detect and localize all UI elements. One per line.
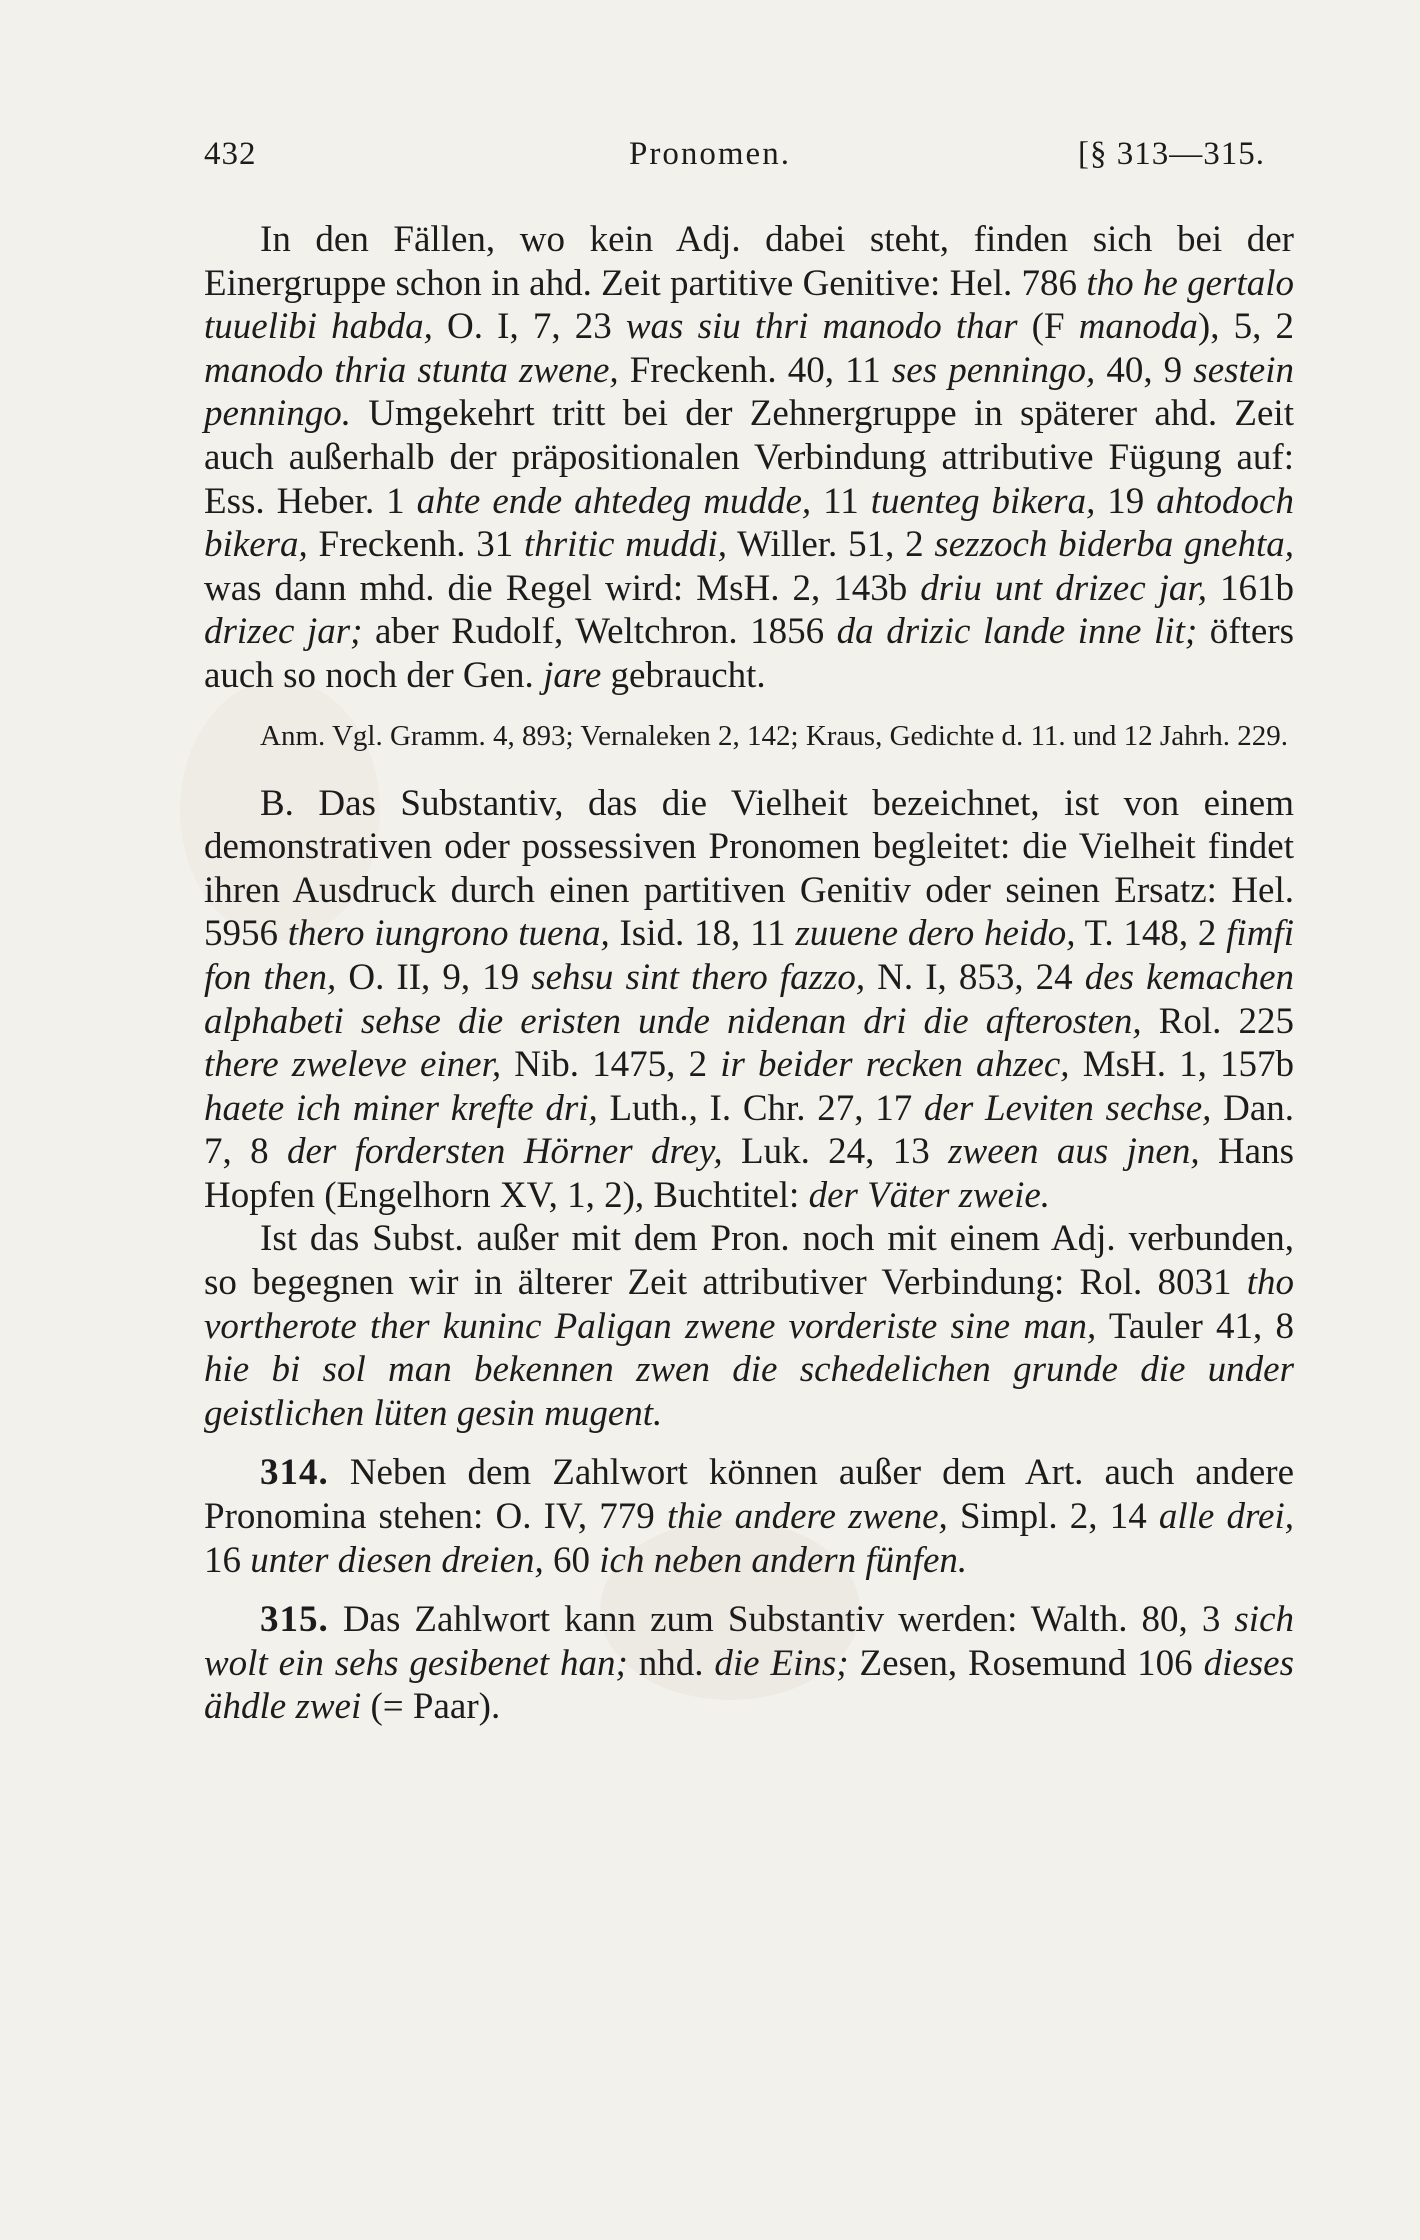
text-segment: thie andere zwene,: [666, 1496, 948, 1538]
text-segment: thritic muddi,: [524, 524, 727, 566]
text-segment: driu unt drizec jar,: [920, 567, 1207, 609]
text-segment: Dan. 7, 8: [204, 1087, 1294, 1173]
paragraph-partitive-genitive: [204, 218, 1294, 698]
text-segment: Nib. 1475, 2: [501, 1044, 721, 1086]
paragraph-section-314: [204, 1451, 1294, 1582]
text-segment: da drizic lande inne lit;: [836, 611, 1198, 653]
text-segment: Anm. Vgl. Gramm. 4, 893; Vernaleken 2, 142; Kraus, Gedichte d. 11. und 12 Jahrh. 229.: [260, 719, 1288, 752]
section-number: 315.: [260, 1599, 329, 1641]
paragraph-section-315: [204, 1598, 1294, 1729]
text-segment: der Väter zweie.: [808, 1174, 1051, 1216]
text-segment: Neben dem Zahlwort können außer dem Art. auch andere Pronomina stehen: O. IV, 779: [204, 1452, 1294, 1538]
text-segment: Das Zahlwort kann zum Substantiv werden: Walth. 80, 3: [328, 1599, 1235, 1641]
text-segment: 60: [543, 1539, 600, 1581]
body-text: [204, 218, 1294, 1729]
text-segment: dieses ähdle zwei: [204, 1642, 1295, 1728]
text-segment: tuenteg bikera,: [870, 480, 1096, 522]
text-segment: der fordersten Hörner drey,: [286, 1131, 723, 1173]
text-segment: 11: [811, 480, 871, 522]
text-segment: ses penningo,: [891, 349, 1096, 391]
page-number: 432: [204, 136, 257, 172]
text-segment: N. I, 853, 24: [865, 956, 1085, 998]
text-segment: was siu thri manodo thar: [625, 306, 1018, 348]
section-reference: [§ 313—315.: [1078, 136, 1265, 172]
text-segment: thero iungrono tuena,: [287, 913, 610, 955]
text-segment: jare: [543, 654, 602, 696]
text-segment: T. 148, 2: [1075, 913, 1227, 955]
text-segment: ir beider recken ahzec,: [720, 1044, 1070, 1086]
text-segment: gebraucht.: [601, 654, 766, 696]
text-segment: ahte ende ahtedeg mudde,: [416, 480, 812, 522]
text-segment: der Leviten sechse,: [923, 1087, 1212, 1129]
text-segment: tho vortherote ther kuninc Paligan zwene vorderiste sine man,: [204, 1262, 1294, 1347]
footnote-anmerkung: [204, 718, 1294, 754]
text-segment: Zesen, Rosemund 106: [848, 1642, 1204, 1684]
running-header: [0, 136, 1420, 186]
text-segment: Luth., I. Chr. 27, 17: [597, 1087, 924, 1129]
text-segment: fimfi fon then,: [204, 913, 1294, 998]
text-segment: manodo thria stunta zwene,: [204, 349, 619, 391]
text-segment: In den Fällen, wo kein Adj. dabei steht, finden sich bei der Einergruppe schon in ahd. Zeit partitive Genitive: Hel. 786: [204, 219, 1294, 304]
text-segment: nhd.: [627, 1642, 715, 1684]
text-segment: des kemachen alphabeti sehse die eristen unde nidenan dri die afterosten,: [204, 956, 1295, 1042]
text-segment: zween aus jnen,: [948, 1131, 1200, 1173]
text-segment: Freckenh. 31: [307, 524, 524, 566]
text-segment: 40, 9: [1095, 349, 1194, 391]
text-segment: Umgekehrt tritt bei der Zehnergruppe in späterer ahd. Zeit auch außerhalb der präpositionalen Verbindung attributive Fügung auf: Ess. Heber. 1: [204, 393, 1294, 522]
paragraph-section-b: [204, 782, 1294, 1218]
text-segment: ich neben andern fünfen.: [599, 1539, 968, 1581]
text-segment: drizec jar;: [204, 611, 363, 653]
text-segment: 161b: [1206, 567, 1294, 609]
text-segment: haete ich miner krefte dri,: [204, 1087, 598, 1129]
text-segment: sezzoch biderba gnehta,: [934, 524, 1294, 566]
text-segment: B. Das Substantiv, das die Vielheit bezeichnet, ist von einem demonstrativen oder possessiven Pronomen begleitet: die Vielheit findet ihren Ausdruck durch einen partitiven Genitiv oder seinen Ersatz: Hel. 5956: [204, 782, 1294, 955]
text-segment: Luk. 24, 13: [722, 1131, 949, 1173]
text-segment: unter diesen dreien,: [250, 1539, 544, 1581]
text-segment: O. I, 7, 23: [432, 306, 626, 348]
text-segment: was dann mhd. die Regel wird: MsH. 2, 143b: [204, 567, 921, 609]
text-segment: Tauler 41, 8: [1096, 1305, 1294, 1347]
text-segment: Ist das Subst. außer mit dem Pron. noch mit einem Adj. verbunden, so begegnen wir in älterer Zeit attributiver Verbindung: Rol. 8031: [204, 1218, 1294, 1304]
text-segment: 16: [204, 1539, 251, 1581]
text-segment: Rol. 225: [1141, 1000, 1294, 1042]
text-segment: ahtodoch bikera,: [204, 480, 1294, 566]
text-segment: Hans Hopfen (Engelhorn XV, 1, 2), Buchtitel:: [204, 1131, 1295, 1216]
text-segment: ), 5, 2: [1197, 306, 1295, 348]
text-segment: Simpl. 2, 14: [947, 1496, 1159, 1538]
running-title: Pronomen.: [629, 136, 791, 172]
text-segment: aber Rudolf, Weltchron. 1856: [362, 611, 837, 653]
text-segment: öfters auch so noch der Gen.: [204, 611, 1294, 696]
text-segment: sestein penningo.: [204, 349, 1294, 435]
text-segment: manoda: [1078, 306, 1198, 348]
text-segment: 19: [1095, 480, 1157, 522]
text-segment: (F: [1017, 306, 1079, 348]
text-segment: sich wolt ein sehs gesibenet han;: [204, 1599, 1294, 1684]
section-number: 314.: [260, 1452, 329, 1494]
text-segment: zuuene dero heido,: [795, 913, 1076, 955]
text-segment: tho he gertalo tuuelibi habda,: [204, 262, 1294, 348]
text-segment: O. II, 9, 19: [336, 956, 532, 998]
text-segment: there zweleve einer,: [204, 1044, 502, 1086]
text-segment: Isid. 18, 11: [609, 913, 796, 955]
text-segment: hie bi sol man bekennen zwen die schedelichen grunde die under geistlichen lüten gesin mugent.: [204, 1349, 1294, 1434]
text-segment: die Eins;: [714, 1642, 849, 1684]
text-segment: alle drei,: [1158, 1496, 1294, 1538]
paragraph-subst-adj: [204, 1217, 1294, 1435]
text-segment: (= Paar).: [361, 1686, 501, 1728]
text-segment: sehsu sint thero fazzo,: [531, 956, 866, 998]
text-segment: Willer. 51, 2: [726, 524, 935, 566]
text-segment: MsH. 1, 157b: [1069, 1044, 1294, 1086]
text-segment: Freckenh. 40, 11: [618, 349, 892, 391]
